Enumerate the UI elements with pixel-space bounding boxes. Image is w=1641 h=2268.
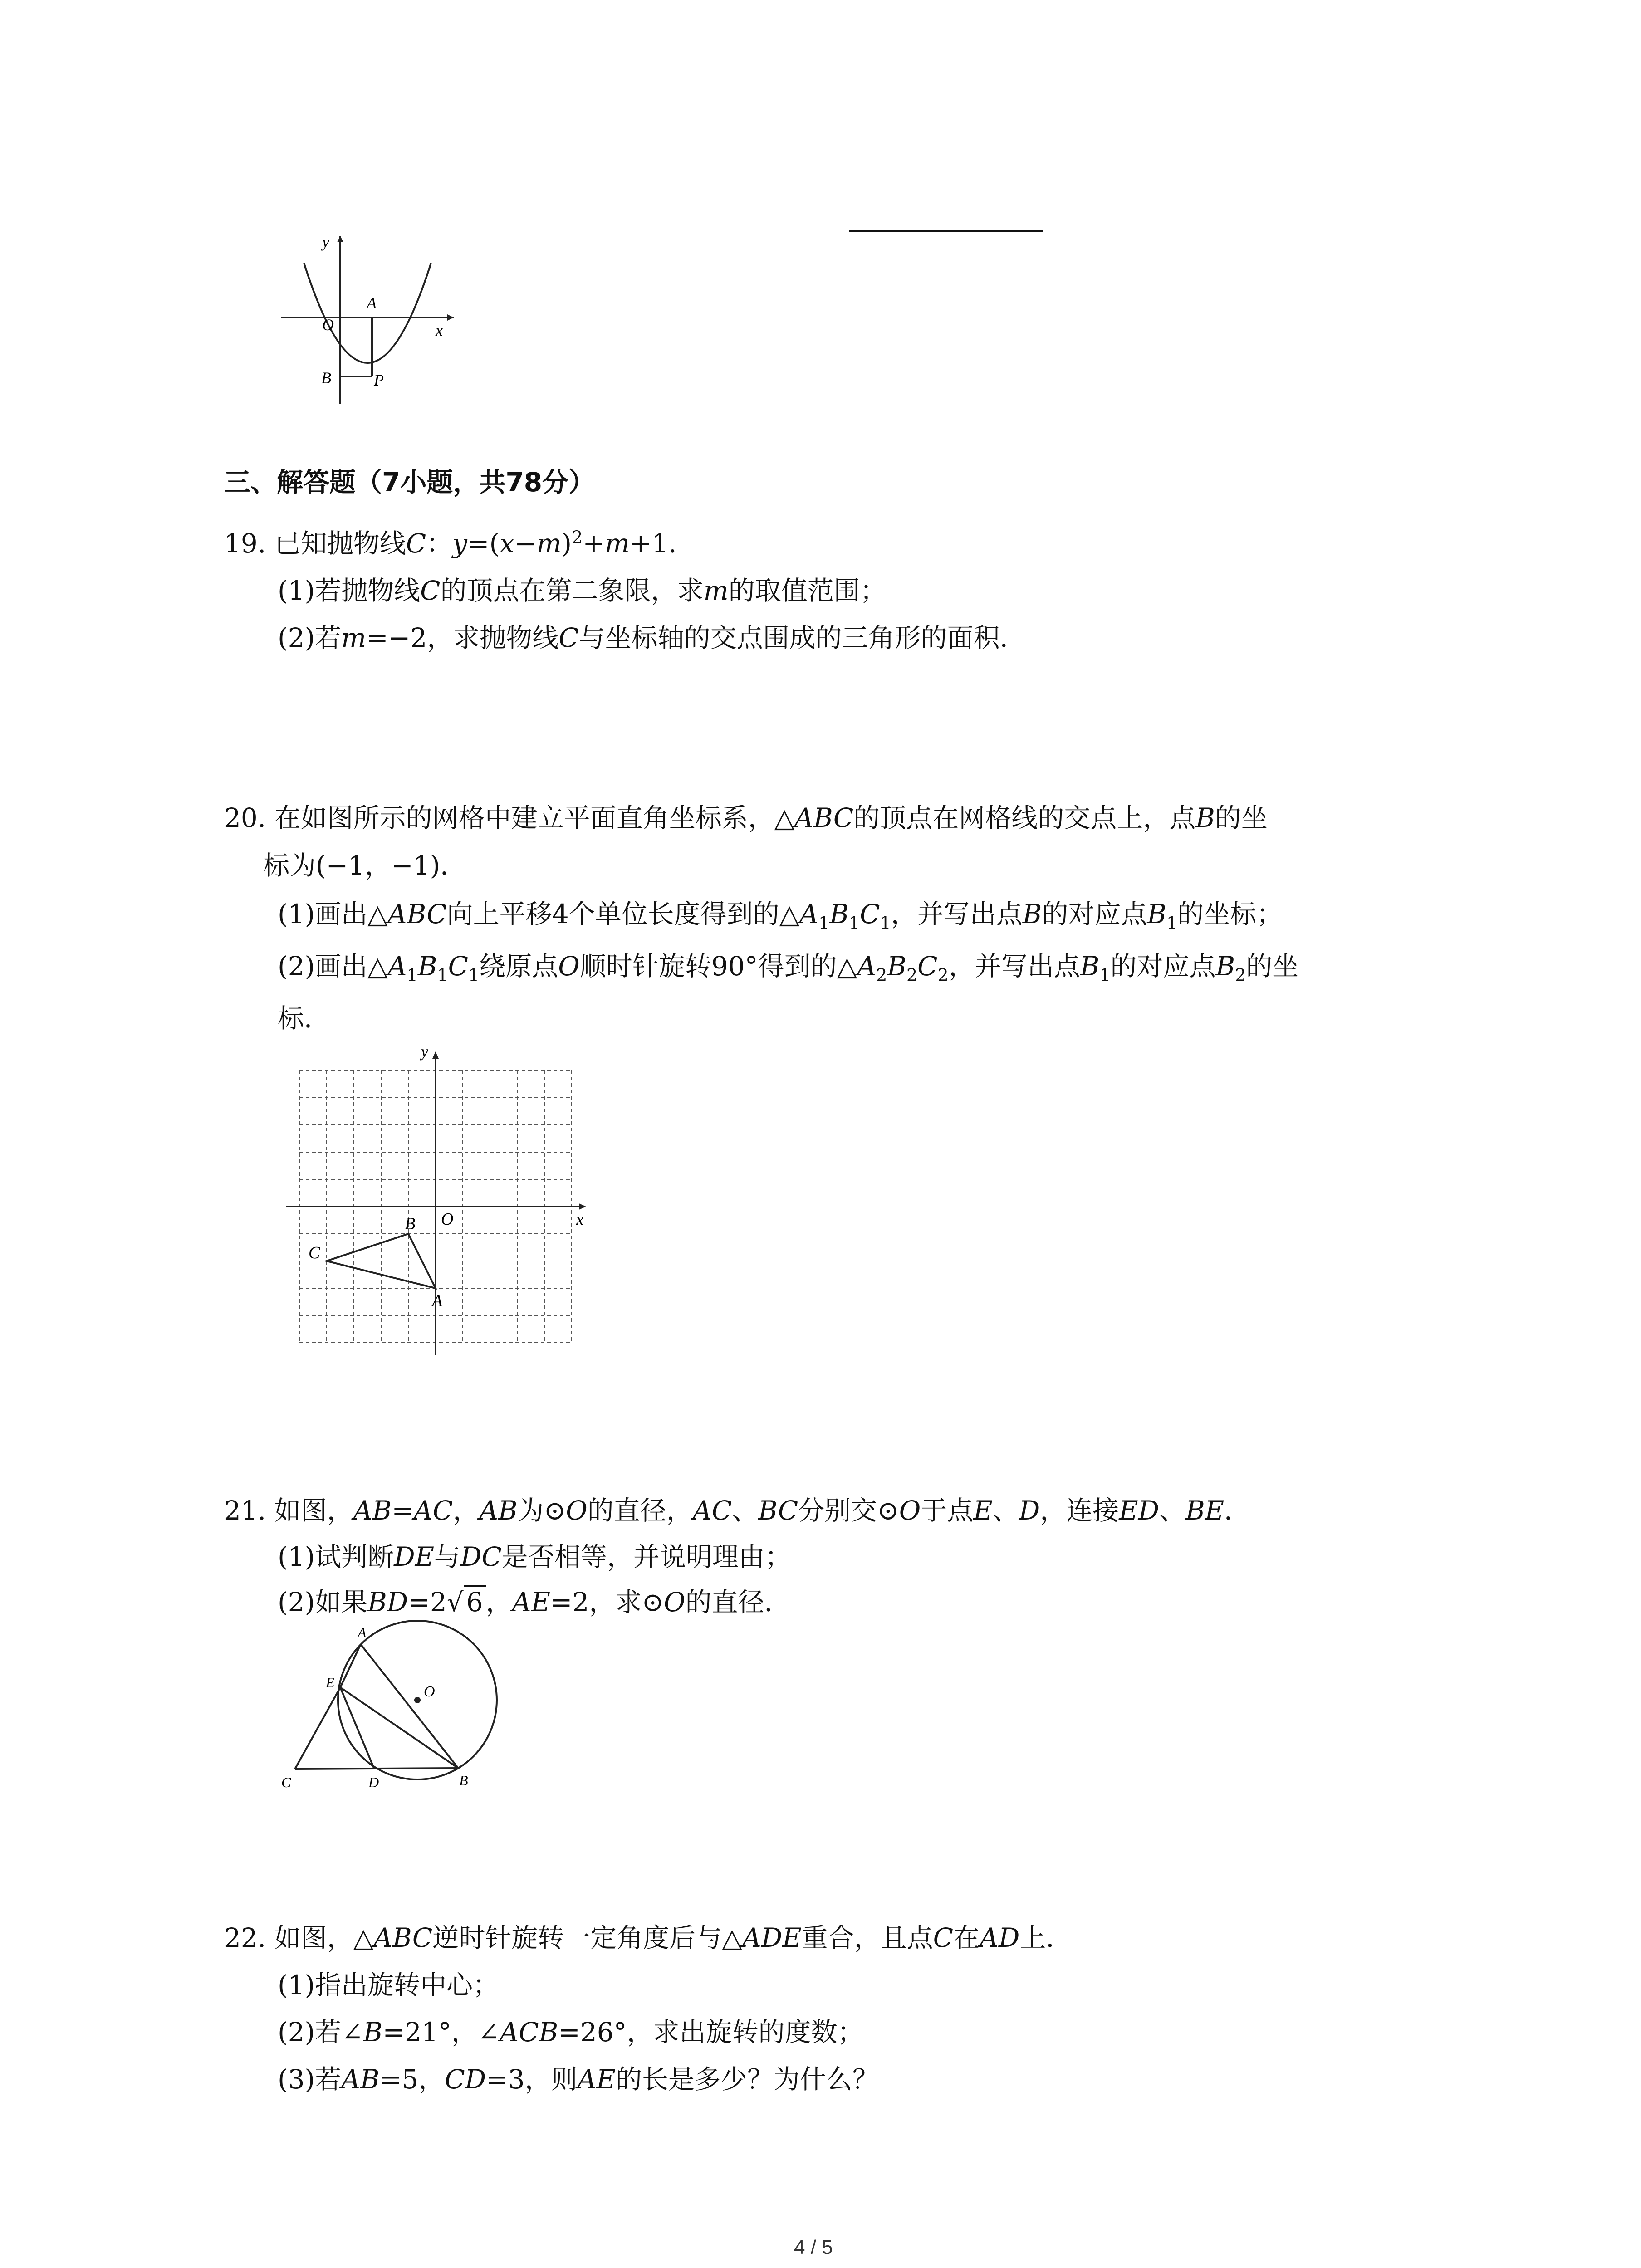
circle-figure [272, 1619, 508, 1792]
q20-stem-line1: 20. 在如图所示的网格中建立平面直角坐标系，△ABC的顶点在网格线的交点上，点B的坐 [224, 802, 1268, 833]
parabola-label-b: B [321, 369, 331, 387]
answer-blank-line [849, 230, 1043, 232]
grid-label-x: x [576, 1210, 583, 1228]
q19-stem: 19. 已知抛物线C：$y=(x-m)^2+m+1$． [224, 527, 695, 559]
q20-stem-line2: 标为(−1，−1)． [263, 850, 467, 881]
grid-label-a: A [432, 1291, 443, 1310]
q19-number: 19. [224, 528, 266, 559]
circle-label-a: A [358, 1624, 367, 1641]
q20-part2-line2: 标． [278, 1003, 331, 1034]
q22-number: 22. [224, 1922, 266, 1953]
q22-part3: (3)若AB=5，CD=3，则AE的长是多少？为什么？ [278, 2064, 879, 2095]
grid-label-y: y [421, 1042, 428, 1061]
parabola-label-x: x [436, 321, 443, 339]
section-title: 三、解答题（7小题，共78分） [224, 467, 595, 498]
q21-part2: (2)如果BD=2√ 6 ，AE=2，求⊙O的直径． [278, 1584, 791, 1620]
q22-part1: (1)指出旋转中心； [278, 1970, 500, 2000]
q21-part1: (1)试判断DE与DC是否相等，并说明理由； [278, 1541, 791, 1572]
q20-number: 20. [224, 802, 266, 833]
q19-part1: (1)若抛物线C的顶点在第二象限，求m的取值范围； [278, 575, 887, 606]
grid-label-o: O [441, 1210, 454, 1229]
q21-number: 21. [224, 1495, 266, 1526]
sqrt-radicand: 6 [464, 1585, 486, 1618]
q22-stem: 22. 如图，△ABC逆时针旋转一定角度后与△ADE重合，且点C在AD上． [224, 1922, 1073, 1953]
circle-label-c: C [281, 1774, 291, 1790]
parabola-label-y: y [322, 233, 329, 251]
q20-part2: (2)画出$\triangle A_1B_1C_1$绕原点O顺时针旋转90°得到的$\triangle A_2B_2C_2$，并写出点$B_1$的对应点$B_2$的坐 [278, 951, 1299, 985]
q22-part2: (2)若∠B=21°，∠ACB=26°，求出旋转的度数； [278, 2017, 864, 2048]
page-number: 4 / 5 [794, 2236, 833, 2258]
q20-part1: (1)画出△ABC向上平移4个单位长度得到的$\triangle A_1B_1C_1$，并写出点B的对应点$B_1$的坐标； [278, 899, 1283, 933]
grid-label-c: C [309, 1243, 320, 1262]
parabola-label-o: O [322, 316, 334, 334]
parabola-label-a: A [367, 294, 377, 312]
parabola-figure [272, 227, 463, 408]
parabola-label-p: P [374, 371, 384, 389]
circle-label-o: O [424, 1683, 435, 1700]
q21-stem: 21. 如图，AB=AC，AB为⊙O的直径，AC、BC分别交⊙O于点E、D，连接ED、BE． [224, 1495, 1251, 1526]
circle-label-d: D [368, 1774, 379, 1790]
q19-part2: (2)若m=−2，求抛物线C与坐标轴的交点围成的三角形的面积． [278, 622, 1026, 653]
grid-label-b: B [405, 1214, 416, 1233]
sqrt-sign: √ [446, 1587, 464, 1618]
circle-label-b: B [459, 1772, 468, 1789]
circle-label-e: E [326, 1674, 335, 1691]
grid-figure [281, 1039, 590, 1356]
